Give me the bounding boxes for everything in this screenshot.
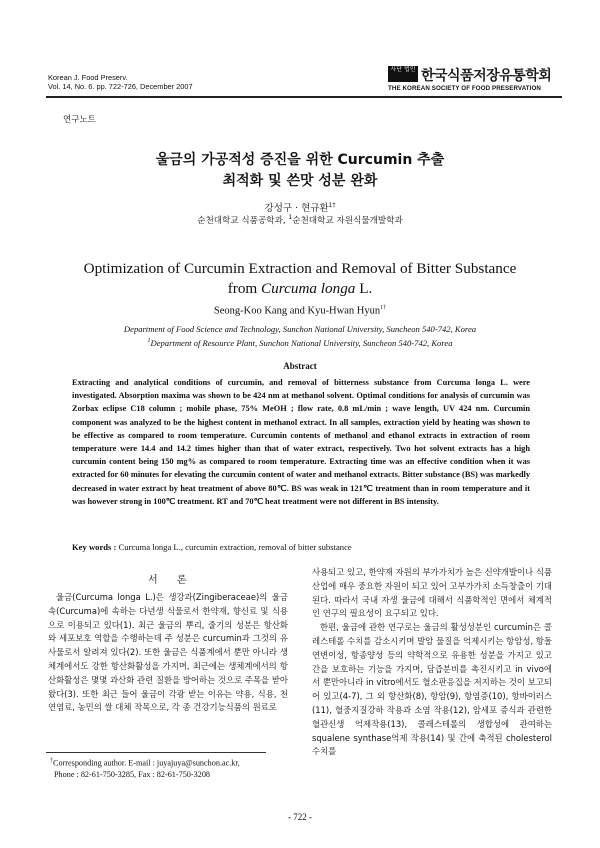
paragraph: 한편, 울금에 관한 연구로는 울금의 활성성분인 curcumin은 콜레스테롤 수치를 감소시키며 발암 물질을 억제시키는 항암성, 항돌연변이성, 항종양성 등의 약학적으로 유용한 성분을 가지고 있고 간을 보호하는 기능을 가지며, 담즙분비를 촉진시키고 in vivo에서 뿐만아니라 in vitro에서도 혈소판응집을 저지하는 것이 보고되어 있고(4-7), 그 외 항산화(8), 항암(9), 항염증(10), 항바이러스(11), 혈중지질강하 작용과 소염 작용(12), 암세포 증식과 관련한 혈관신생 억제작용(13), 콜레스테롤의 생합성에 관여하는 squalene synthase억제 작용(14) 및 간에 축적된 cholesterol 수치를 <box>312 622 552 757</box>
title-english-line1: Optimization of Curcumin Extraction and Removal of Bitter Substance <box>83 260 517 277</box>
section-tag: 연구노트 <box>63 115 96 125</box>
title-korean-line1: 울금의 가공적성 증진을 위한 Curcumin 추출 <box>155 152 445 168</box>
footnote-divider <box>46 752 266 753</box>
affiliation-english <box>40 323 560 349</box>
paragraph: 사용되고 있고, 한약재 자원의 부가가치가 높은 신약개발이나 식품산업에 매우 중요한 자원이 되고 있어 고부가가치 소득창출이 기대된다. 따라서 국내 자생 울금에 대해서 식품학적인 면에서 체계적인 연구의 필요성이 요구되고 있다. <box>312 567 552 619</box>
keywords <box>72 542 532 552</box>
corresponding-author-footnote: †Corresponding author. E-mail : juyajuya@sunchon.ac.kr, Phone : 82-61-750-3285, Fax : 82-61-750-3208 <box>50 758 240 779</box>
authors-korean: 강성구 · 현규환$^{1\dagger}$ <box>264 201 336 214</box>
abstract-heading: Abstract <box>283 361 317 371</box>
species-name: Curcuma longa <box>261 280 356 297</box>
society-mark-icon: 사단 법인 <box>388 66 418 82</box>
society-logo <box>388 66 564 92</box>
journal-citation <box>48 73 193 91</box>
affiliation-korean: 순천대학교 식품공학과, $^1$순천대학교 자원식물개발학과 <box>197 214 403 226</box>
keywords-text: Curcuma longa L., curcumin extraction, removal of bitter substance <box>118 542 352 552</box>
section-heading-introduction: 서 론 <box>148 575 195 586</box>
authors-english: Seong-Koo Kang and Kyu-Hwan Hyun$^{1\dagger}$ <box>213 305 387 317</box>
page-number: - 722 - <box>288 812 312 822</box>
body-right-column <box>312 566 552 759</box>
title-korean <box>40 150 560 192</box>
title-english <box>40 259 560 299</box>
journal-name: Korean J. Food Preserv. <box>48 73 128 82</box>
society-name-ko: 한국식품저장유통학회 <box>421 68 552 84</box>
affiliation-english-1: Department of Food Science and Technology, Sunchon National University, Suncheon 540-742, Korea <box>123 324 477 334</box>
paragraph: 울금(Curcuma longa L.)은 생강과(Zingiberaceae)의 울금속(Curcuma)에 속하는 다년생 식물로서 한약재, 향신료 및 식용으로 이용되고 있다(1). 최근 울금의 뿌리, 줄기의 성분은 항산화와 세포보호 역할을 수행하는데 주 성분은 curcumin과 그것의 유사물로서 알려져 있다(2). 또한 울금은 식품계에서 뿐만 아니라 생체계에서도 강한 항산화활성을 가지며, 최근에는 생체계에서의 항산화활성은 몇몇 과산화 관련 질환을 방어하는 것으로 주목을 받아왔다(3). 또한 최근 들어 울금이 각광 받는 이유는 약용, 식용, 천연염료, 농민의 쌀 대체 작목으로, 각 종 건강기능식품의 원료로 <box>48 592 288 713</box>
affiliation-english-2: $^1$Department of Resource Plant, Sunchon National University, Suncheon 540-742, Korea <box>147 337 453 348</box>
title-english-line2: from Curcuma longa L. <box>227 280 373 297</box>
society-name-en: THE KOREAN SOCIETY OF FOOD PRESERVATION <box>388 85 541 92</box>
abstract-text: Extracting and analytical conditions of curcumin, and removal of bitterness substance from Curcuma longa L. were investigated. Absorption maxima was shown to be 424 nm at methanol solvent. Optimal conditions for analysis of curcumin was Zorbax eclipse C18 column ; mobile phase, 75% MeOH ; flow rate, 0.8 mL/min ; wave length, UV 424 nm. Curcumin component was analyzed to be the highest content in methanol extract. In all samples, extraction yield by heating was shown to be effective as compared to room temperature. Curcumin contents of methanol and ethanol extracts in extraction of room temperature were 14.4 and 14.2 times higher than that of water extract, respectively. Two hot solvent extracts has a high curcumin content being 150 mg% as compared to room temperature. Extracting time was an effective condition when it was extracted for 60 minutes for elevating the curcumin content of water and methanol extracts. Bitter substance (BS) was markedly decreased in water extract by heat treatment of above 80℃. BS was weak in 121℃ treatment than in room temperature and it was however strong in 100℃ treatment. RT and 70℃ heat treatment were not different in BS intensity. <box>72 378 530 506</box>
title-korean-line2: 최적화 및 쓴맛 성분 완화 <box>222 173 378 189</box>
keywords-label: Key words : <box>72 542 119 552</box>
header-divider <box>46 96 562 98</box>
body-left-column <box>48 591 288 715</box>
journal-volume: Vol. 14, No. 6. pp. 722-726, December 2007 <box>48 82 193 91</box>
